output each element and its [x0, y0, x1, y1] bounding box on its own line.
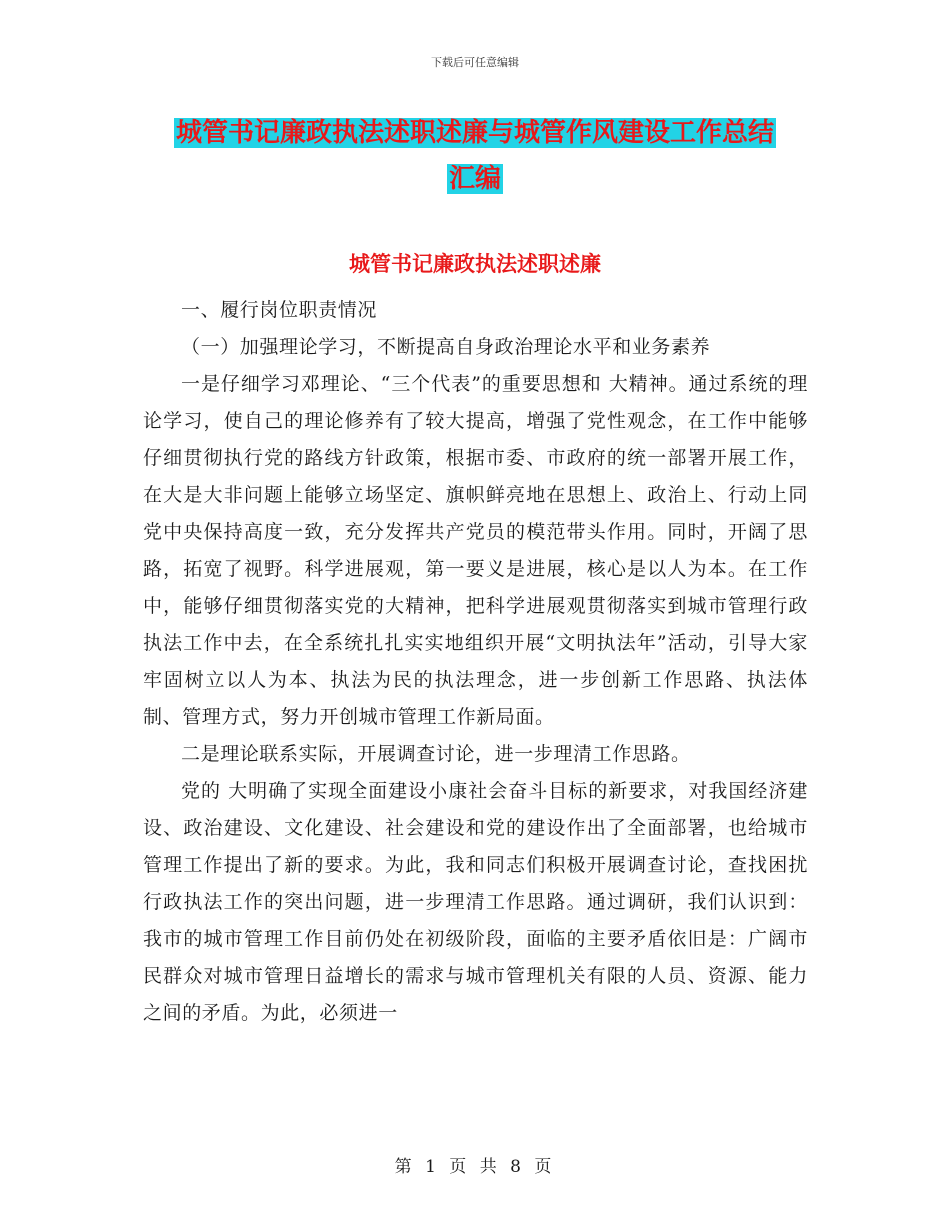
body-text: [143, 292, 808, 1032]
page-footer: 第 1 页 共 8 页: [394, 1157, 556, 1177]
paragraph-1: 一是仔细学习邓理论、“三个代表”的重要思想和 大精神。通过系统的理论学习，使自己的理论修养有了较大提高，增强了党性观念，在工作中能够仔细贯彻执行党的路线方针政策，根据市委、市政府的统一部署开展工作，在大是大非问题上能够立场坚定、旗帜鲜亮地在思想上、政治上、行动上同党中央保持高度一致，充分发挥共产党员的模范带头作用。同时，开阔了思路，拓宽了视野。科学进展观，第一要义是进展，核心是以人为本。在工作中，能够仔细贯彻落实党的大精神，把科学进展观贯彻落实到城市管理行政执法工作中去，在全系统扎扎实实地组织开展“文明执法年”活动，引导大家牢固树立以人为本、执法为民的执法理念，进一步创新工作思路、执法体制、管理方式，努力开创城市管理工作新局面。: [143, 373, 808, 728]
main-title-line1: 城管书记廉政执法述职述廉与城管作风建设工作总结: [175, 118, 774, 148]
paragraph-subheading: （一）加强理论学习，不断提高自身政治理论水平和业务素养: [181, 336, 711, 358]
paragraph-3: 党的 大明确了实现全面建设小康社会奋斗目标的新要求，对我国经济建设、政治建设、文化建设、社会建设和党的建设作出了全面部署，也给城市管理工作提出了新的要求。为此，我和同志们积极开展调查讨论，查找困扰行政执法工作的突出问题，进一步理清工作思路。通过调研，我们认识到：我市的城市管理工作目前仍处在初级阶段，面临的主要矛盾依旧是：广阔市民群众对城市管理日益增长的需求与城市管理机关有限的人员、资源、能力之间的矛盾。为此，必须进一: [143, 780, 808, 1024]
paragraph-2: 二是理论联系实际，开展调查讨论，进一步理清工作思路。: [181, 743, 691, 765]
section-title: 城管书记廉政执法述职述廉: [349, 252, 601, 276]
main-title-line2: 汇编: [448, 164, 501, 194]
header-note: 下载后可任意编辑: [431, 56, 519, 69]
main-title: [150, 110, 800, 202]
paragraph-section-heading: 一、履行岗位职责情况: [181, 299, 378, 321]
